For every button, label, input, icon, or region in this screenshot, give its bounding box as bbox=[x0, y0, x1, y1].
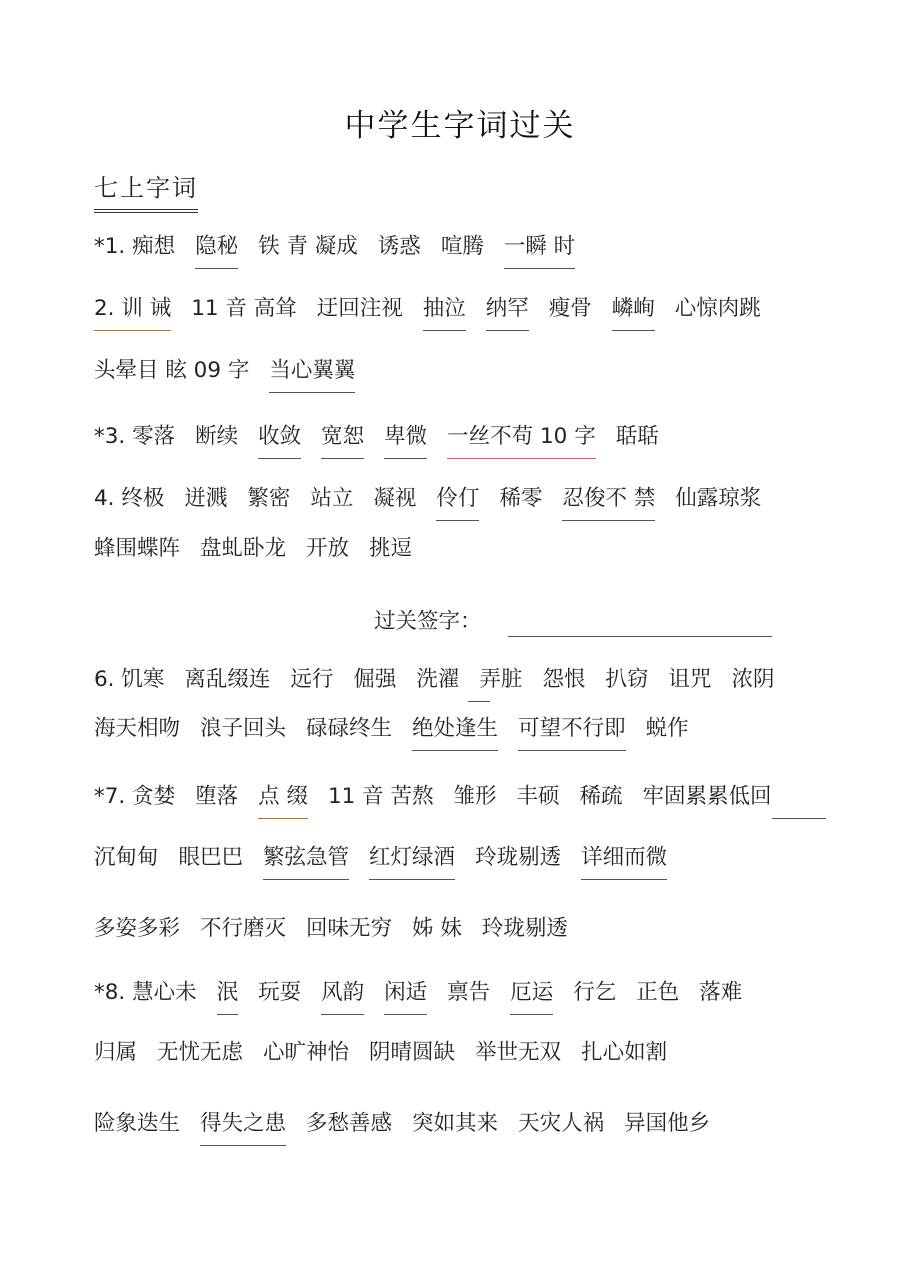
word: 堕落 bbox=[195, 784, 239, 809]
underlined-word: 泯 bbox=[217, 978, 239, 1015]
underlined-word: 厄运 bbox=[510, 978, 553, 1015]
underlined-word: 风韵 bbox=[321, 978, 364, 1015]
word: 突如其来 bbox=[412, 1111, 499, 1136]
word-line bbox=[94, 534, 432, 564]
word: 多愁善感 bbox=[306, 1111, 393, 1136]
word: 6. 饥寒 bbox=[94, 667, 165, 692]
word-line bbox=[94, 294, 781, 324]
word-line bbox=[94, 1038, 687, 1068]
word: 举世无双 bbox=[475, 1040, 562, 1065]
word-line bbox=[94, 232, 595, 262]
word: 迂回注视 bbox=[316, 296, 403, 321]
word: 蜂围蝶阵 bbox=[94, 536, 181, 561]
word: 弄脏 bbox=[479, 667, 523, 692]
word: 扎心如割 bbox=[581, 1040, 668, 1065]
underlined-word: 得失之患 bbox=[200, 1109, 286, 1146]
word: 仙露琼浆 bbox=[675, 486, 762, 511]
word: 牢固累累低回 bbox=[642, 784, 772, 809]
word: 蜕作 bbox=[645, 716, 689, 741]
word: 正色 bbox=[636, 980, 680, 1005]
word: 异国他乡 bbox=[624, 1111, 711, 1136]
word-line bbox=[94, 356, 375, 386]
stray-underline bbox=[772, 818, 826, 819]
word: 玲珑剔透 bbox=[481, 916, 568, 941]
underlined-word: 抽泣 bbox=[423, 294, 466, 331]
word: 丰硕 bbox=[516, 784, 560, 809]
word: 盘虬卧龙 bbox=[200, 536, 287, 561]
word: 扒窃 bbox=[605, 667, 649, 692]
word: 玩耍 bbox=[258, 980, 302, 1005]
word: 天灾人祸 bbox=[518, 1111, 605, 1136]
underlined-word: 宽恕 bbox=[321, 422, 364, 459]
underlined-word: 嶙峋 bbox=[612, 294, 655, 331]
word: 姊 妹 bbox=[412, 916, 462, 941]
word: 倔强 bbox=[353, 667, 397, 692]
word: 铁 青 凝成 bbox=[258, 234, 358, 259]
underlined-word: 隐秘 bbox=[195, 232, 238, 269]
underlined-word: 可望不行即 bbox=[518, 714, 626, 751]
word: 碌碌终生 bbox=[306, 716, 393, 741]
word: 聒聒 bbox=[615, 424, 659, 449]
word: 稀零 bbox=[499, 486, 543, 511]
word: *7. 贪婪 bbox=[94, 784, 176, 809]
underlined-word: 闲适 bbox=[384, 978, 427, 1015]
word: 无忧无虑 bbox=[157, 1040, 244, 1065]
word: 多姿多彩 bbox=[94, 916, 181, 941]
word: 阴晴圆缺 bbox=[369, 1040, 456, 1065]
word: 眼巴巴 bbox=[178, 845, 244, 870]
word: 怨恨 bbox=[542, 667, 586, 692]
word: *8. 慧心未 bbox=[94, 980, 197, 1005]
word: 落难 bbox=[699, 980, 743, 1005]
word: 玲珑剔透 bbox=[475, 845, 562, 870]
underlined-word: 一丝不苟 10 字 bbox=[447, 422, 596, 459]
underlined-word: 红灯绿酒 bbox=[369, 843, 455, 880]
word: 浪子回头 bbox=[200, 716, 287, 741]
underlined-word: 伶仃 bbox=[436, 484, 479, 521]
word: 11 音 苦熬 bbox=[327, 784, 434, 809]
word-line bbox=[94, 422, 679, 452]
underlined-word: 绝处逢生 bbox=[412, 714, 498, 751]
underlined-word: 详细而微 bbox=[581, 843, 667, 880]
underlined-word: 一瞬 时 bbox=[504, 232, 575, 269]
word: 挑逗 bbox=[369, 536, 413, 561]
word: *3. 零落 bbox=[94, 424, 176, 449]
underlined-word: 2. 训 诫 bbox=[94, 294, 171, 331]
word: 远行 bbox=[290, 667, 334, 692]
underlined-word: 纳罕 bbox=[486, 294, 529, 331]
underlined-word: 忍俊不 禁 bbox=[562, 484, 655, 521]
word: 险象迭生 bbox=[94, 1111, 181, 1136]
word: 沉甸甸 bbox=[94, 845, 159, 870]
word: 不行磨灭 bbox=[200, 916, 287, 941]
word: 瘦骨 bbox=[548, 296, 592, 321]
word: 行乞 bbox=[573, 980, 617, 1005]
word: 归属 bbox=[94, 1040, 138, 1065]
page-title: 中学生字词过关 bbox=[344, 108, 576, 144]
word: 浓阴 bbox=[731, 667, 775, 692]
stray-underline bbox=[468, 701, 490, 702]
signature-line[interactable] bbox=[508, 636, 772, 637]
word: 站立 bbox=[310, 486, 354, 511]
word: 诱惑 bbox=[377, 234, 421, 259]
word-line bbox=[94, 978, 762, 1008]
word-line bbox=[94, 714, 709, 744]
word-line bbox=[94, 914, 588, 944]
signature-label: 过关签字： bbox=[374, 609, 482, 634]
word: 断续 bbox=[195, 424, 239, 449]
word: 4. 终极 bbox=[94, 486, 165, 511]
word: 喧腾 bbox=[440, 234, 484, 259]
word: 诅咒 bbox=[668, 667, 712, 692]
word: 雏形 bbox=[453, 784, 497, 809]
word: 心惊肉跳 bbox=[674, 296, 761, 321]
word: 离乱缀连 bbox=[184, 667, 271, 692]
word: *1. 痴想 bbox=[94, 234, 176, 259]
underlined-word: 繁弦急管 bbox=[263, 843, 349, 880]
underlined-word: 当心翼翼 bbox=[269, 356, 355, 393]
word: 海天相吻 bbox=[94, 716, 181, 741]
word: 繁密 bbox=[247, 486, 291, 511]
word: 迸溅 bbox=[184, 486, 228, 511]
word: 开放 bbox=[306, 536, 350, 561]
word: 洗濯 bbox=[416, 667, 460, 692]
underlined-word: 点 缀 bbox=[258, 782, 308, 819]
word: 头晕目 眩 09 字 bbox=[94, 358, 250, 383]
underlined-word: 收敛 bbox=[258, 422, 301, 459]
word: 11 音 高耸 bbox=[191, 296, 297, 321]
word-line bbox=[94, 484, 781, 514]
word: 凝视 bbox=[373, 486, 417, 511]
section-heading: 七上字词 bbox=[94, 168, 198, 213]
word: 心旷神怡 bbox=[263, 1040, 350, 1065]
word: 稀疏 bbox=[579, 784, 623, 809]
word: 禀告 bbox=[447, 980, 491, 1005]
word: 回味无穷 bbox=[306, 916, 393, 941]
word-line bbox=[94, 782, 792, 812]
underlined-word: 卑微 bbox=[384, 422, 427, 459]
word-line bbox=[94, 1109, 730, 1139]
word-line bbox=[94, 665, 795, 695]
word-line bbox=[94, 843, 687, 873]
